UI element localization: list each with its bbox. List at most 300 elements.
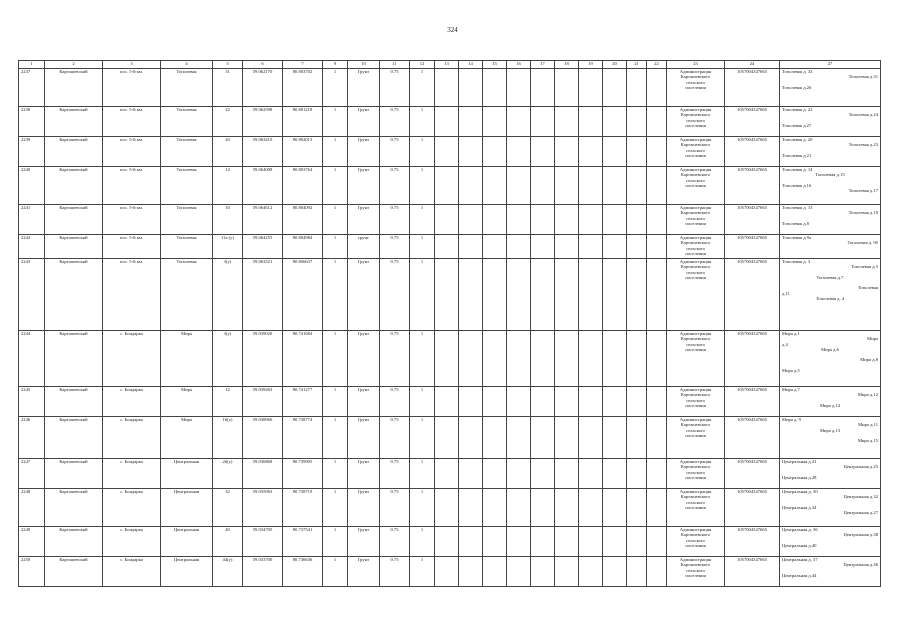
- empty-cell: [627, 459, 647, 489]
- area-cell: 0.75: [380, 331, 410, 387]
- house-cell: 44(у): [213, 557, 243, 587]
- ogrn-cell: 1057004347665: [725, 331, 780, 387]
- empty-cell: [507, 557, 531, 587]
- settlement-cell: пос. 5-й км.: [103, 205, 161, 235]
- empty-cell: [555, 459, 579, 489]
- longitude-cell: 80.738774: [283, 417, 323, 459]
- table-row: [19, 259, 881, 331]
- administration-cell: [667, 205, 725, 235]
- empty-cell: [531, 167, 555, 205]
- street-cell: Тополевая: [161, 137, 213, 167]
- row-number: 2250: [19, 557, 45, 587]
- empty-cell: [603, 205, 627, 235]
- row-number: 2248: [19, 489, 45, 527]
- longitude-cell: 80.736636: [283, 557, 323, 587]
- ogrn-cell: 1057004347665: [725, 417, 780, 459]
- served-address: Мира д.5: [782, 367, 800, 373]
- row-number: 2239: [19, 137, 45, 167]
- served-addresses-cell: [780, 137, 881, 167]
- empty-cell: [531, 417, 555, 459]
- empty-cell: [531, 459, 555, 489]
- area-cell: 0.75: [380, 557, 410, 587]
- served-address: Тополевая д. 33: [782, 69, 813, 74]
- served-address: Центральная д. 37: [782, 557, 818, 562]
- served-address: Центральная д. 36: [782, 527, 818, 532]
- settlement-cell: пос. 5-й км.: [103, 69, 161, 107]
- administration-line: Администрация: [679, 489, 712, 494]
- empty-cell: [579, 527, 603, 557]
- empty-cell: [579, 167, 603, 205]
- empty-cell: [603, 69, 627, 107]
- empty-cell: [555, 557, 579, 587]
- empty-cell: [555, 167, 579, 205]
- latitude-cell: 59.062170: [243, 69, 283, 107]
- street-cell: Мира: [161, 387, 213, 417]
- street-cell: Тополевая: [161, 205, 213, 235]
- street-cell: Центральная: [161, 557, 213, 587]
- administration-line: Карташевского: [680, 494, 711, 500]
- empty-cell: [603, 489, 627, 527]
- served-addresses-cell: [780, 69, 881, 107]
- served-addresses-cell: [780, 557, 881, 587]
- house-cell: 40: [213, 527, 243, 557]
- row-number: 2247: [19, 459, 45, 489]
- house-cell: 11а (у): [213, 235, 243, 259]
- served-address: Тополевая д.10: [848, 210, 878, 216]
- empty-cell: [627, 417, 647, 459]
- administration-line: сельского: [686, 117, 705, 123]
- empty-cell: [647, 331, 667, 387]
- settlement-cell: пос. 5-й км.: [103, 167, 161, 205]
- area-cell: 0.75: [380, 489, 410, 527]
- count-cell: 1: [323, 137, 348, 167]
- administration-line: поселения: [685, 274, 706, 280]
- longitude-cell: 80.804984: [283, 235, 323, 259]
- served-address: Центральная д.34: [782, 504, 817, 510]
- empty-cell: [435, 331, 459, 387]
- administration-line: Карташевского: [680, 240, 711, 246]
- row-number: 2244: [19, 331, 45, 387]
- table-row: [19, 137, 881, 167]
- administration-line: сельского: [686, 567, 705, 573]
- served-address: Тополевая д.16: [782, 182, 812, 188]
- empty-cell: [459, 489, 483, 527]
- empty-cell: [531, 489, 555, 527]
- empty-cell: [435, 387, 459, 417]
- empty-cell: [627, 137, 647, 167]
- ogrn-cell: 1057004347665: [725, 137, 780, 167]
- area-cell: 0.75: [380, 137, 410, 167]
- street-cell: Тополевая: [161, 167, 213, 205]
- street-cell: Тополевая: [161, 107, 213, 137]
- column-number-2: 2: [45, 61, 103, 69]
- served-addresses-cell: [780, 459, 881, 489]
- administration-line: Карташевского: [680, 422, 711, 428]
- ogrn-cell: 1057004347665: [725, 489, 780, 527]
- served-address: Мира д.8: [860, 357, 878, 363]
- served-address: Тополевая д.8: [782, 220, 809, 226]
- administration-cell: [667, 387, 725, 417]
- empty-cell: [555, 235, 579, 259]
- container-count-cell: 1: [410, 387, 435, 417]
- table-row: [19, 557, 881, 587]
- latitude-cell: 59.062598: [243, 107, 283, 137]
- empty-cell: [579, 331, 603, 387]
- served-addresses-cell: [780, 527, 881, 557]
- administration-cell: [667, 557, 725, 587]
- longitude-cell: 80.801218: [283, 107, 323, 137]
- row-number: 2238: [19, 107, 45, 137]
- served-address: Тополевая д.21: [782, 152, 812, 158]
- administration-cell: [667, 167, 725, 205]
- empty-cell: [507, 137, 531, 167]
- empty-cell: [603, 167, 627, 205]
- row-number: 2240: [19, 167, 45, 205]
- column-number-16: 16: [507, 61, 531, 69]
- administration-line: сельского: [686, 341, 705, 347]
- house-cell: 20: [213, 137, 243, 167]
- empty-cell: [603, 235, 627, 259]
- served-address: Тополевая д.23: [848, 142, 878, 148]
- column-number-9: 9: [323, 61, 348, 69]
- container-count-cell: 1: [410, 417, 435, 459]
- served-address: Мира д.6: [821, 346, 839, 352]
- column-number-5: 5: [213, 61, 243, 69]
- served-address: Тополевая д.5: [851, 264, 878, 270]
- empty-cell: [483, 107, 507, 137]
- district-cell: Карташевский: [45, 489, 103, 527]
- empty-cell: [459, 235, 483, 259]
- administration-line: Администрация: [679, 69, 712, 74]
- empty-cell: [531, 235, 555, 259]
- column-number-14: 14: [459, 61, 483, 69]
- empty-cell: [531, 137, 555, 167]
- served-address: Мира д.11: [858, 422, 878, 428]
- ogrn-cell: 1057004347665: [725, 459, 780, 489]
- column-number-17: 17: [531, 61, 555, 69]
- column-number-18: 18: [555, 61, 579, 69]
- district-cell: Карташевский: [45, 235, 103, 259]
- administration-line: поселения: [685, 402, 706, 408]
- ogrn-cell: 1057004347665: [725, 259, 780, 331]
- latitude-cell: 59.035963: [243, 489, 283, 527]
- administration-cell: [667, 331, 725, 387]
- ogrn-cell: 1057004347665: [725, 167, 780, 205]
- empty-cell: [435, 167, 459, 205]
- column-number-6: 6: [243, 61, 283, 69]
- empty-cell: [647, 107, 667, 137]
- administration-line: поселения: [685, 220, 706, 226]
- administration-line: Администрация: [679, 167, 712, 172]
- served-address: Центральная д.40: [782, 542, 817, 548]
- served-address: Центральная д.32: [843, 494, 878, 500]
- served-address: Мира д.14: [819, 402, 841, 408]
- column-number-23: 23: [667, 61, 725, 69]
- settlement-cell: пос. 5-й км.: [103, 137, 161, 167]
- served-address: Мира д.7: [782, 387, 800, 392]
- empty-cell: [507, 331, 531, 387]
- street-cell: Мира: [161, 417, 213, 459]
- empty-cell: [507, 167, 531, 205]
- empty-cell: [507, 527, 531, 557]
- longitude-cell: 80.741684: [283, 331, 323, 387]
- empty-cell: [555, 417, 579, 459]
- empty-cell: [435, 205, 459, 235]
- surface-cell: Грунт: [348, 527, 380, 557]
- district-cell: Карташевский: [45, 167, 103, 205]
- served-address: Центральная д.21: [782, 459, 817, 464]
- empty-cell: [627, 387, 647, 417]
- ogrn-cell: 1057004347665: [725, 387, 780, 417]
- surface-cell: Грунт: [348, 387, 380, 417]
- administration-line: поселения: [685, 84, 706, 90]
- container-count-cell: 1: [410, 137, 435, 167]
- district-cell: Карташевский: [45, 417, 103, 459]
- settlement-cell: с. Бондарка: [103, 557, 161, 587]
- empty-cell: [483, 387, 507, 417]
- administration-line: поселения: [685, 542, 706, 548]
- empty-cell: [459, 167, 483, 205]
- container-count-cell: 1: [410, 235, 435, 259]
- empty-cell: [603, 137, 627, 167]
- administration-line: Карташевского: [680, 562, 711, 568]
- administration-cell: [667, 459, 725, 489]
- table-row: [19, 167, 881, 205]
- row-number: 2237: [19, 69, 45, 107]
- empty-cell: [435, 69, 459, 107]
- longitude-cell: 80.738719: [283, 489, 323, 527]
- table-row: [19, 387, 881, 417]
- row-number: 2242: [19, 235, 45, 259]
- served-addresses-cell: [780, 205, 881, 235]
- empty-cell: [483, 417, 507, 459]
- empty-cell: [507, 489, 531, 527]
- served-address: Центральная д.25: [843, 464, 878, 470]
- row-number: 2245: [19, 387, 45, 417]
- table-row: [19, 331, 881, 387]
- empty-cell: [555, 489, 579, 527]
- administration-line: сельского: [686, 537, 705, 543]
- administration-line: поселения: [685, 182, 706, 188]
- empty-cell: [627, 489, 647, 527]
- row-number: 2243: [19, 259, 45, 331]
- empty-cell: [435, 527, 459, 557]
- column-number-4: 4: [161, 61, 213, 69]
- served-address: Тополевая д.9а: [782, 235, 812, 240]
- served-addresses-cell: [780, 235, 881, 259]
- served-addresses-cell: [780, 259, 881, 331]
- served-addresses-cell: [780, 167, 881, 205]
- count-cell: 1: [323, 167, 348, 205]
- served-address: Мира д.15: [857, 438, 878, 444]
- administration-line: Карташевского: [680, 392, 711, 398]
- longitude-cell: 80.804092: [283, 205, 323, 235]
- administration-line: поселения: [685, 504, 706, 510]
- empty-cell: [483, 167, 507, 205]
- served-address: Центральная д.28: [782, 474, 817, 480]
- administration-line: Карташевского: [680, 464, 711, 470]
- empty-cell: [579, 235, 603, 259]
- empty-cell: [579, 557, 603, 587]
- area-cell: 0.75: [380, 527, 410, 557]
- administration-line: поселения: [685, 572, 706, 578]
- container-count-cell: 1: [410, 107, 435, 137]
- surface-cell: Грунт: [348, 331, 380, 387]
- administration-line: Администрация: [679, 107, 712, 112]
- empty-cell: [507, 259, 531, 331]
- surface-cell: Грунт: [348, 489, 380, 527]
- latitude-cell: 59.033700: [243, 557, 283, 587]
- column-number-row: [19, 61, 881, 69]
- column-number-24: 24: [725, 61, 780, 69]
- served-address: Тополевая д.27: [782, 122, 812, 128]
- empty-cell: [507, 107, 531, 137]
- administration-line: сельского: [686, 269, 705, 275]
- administration-line: сельского: [686, 147, 705, 153]
- administration-line: Администрация: [679, 527, 712, 532]
- count-cell: 1: [323, 527, 348, 557]
- administration-line: Карташевского: [680, 74, 711, 80]
- empty-cell: [555, 259, 579, 331]
- empty-cell: [647, 137, 667, 167]
- empty-cell: [647, 557, 667, 587]
- empty-cell: [483, 331, 507, 387]
- empty-cell: [531, 205, 555, 235]
- administration-line: поселения: [685, 152, 706, 158]
- served-address: Мира д.1: [782, 331, 800, 336]
- house-cell: 14: [213, 167, 243, 205]
- column-number-10: 10: [348, 61, 380, 69]
- container-count-cell: 1: [410, 459, 435, 489]
- empty-cell: [555, 331, 579, 387]
- empty-cell: [531, 259, 555, 331]
- empty-cell: [483, 489, 507, 527]
- empty-cell: [483, 205, 507, 235]
- settlement-cell: с. Бондарка: [103, 459, 161, 489]
- table-row: [19, 459, 881, 489]
- settlement-cell: пос. 5-й км.: [103, 107, 161, 137]
- latitude-cell: 59.063410: [243, 137, 283, 167]
- count-cell: 1: [323, 235, 348, 259]
- street-cell: Центральная: [161, 527, 213, 557]
- administration-line: Карташевского: [680, 336, 711, 342]
- surface-cell: Грунт: [348, 137, 380, 167]
- empty-cell: [435, 557, 459, 587]
- count-cell: 1: [323, 331, 348, 387]
- empty-cell: [435, 137, 459, 167]
- administration-cell: [667, 489, 725, 527]
- administration-cell: [667, 235, 725, 259]
- settlement-cell: пос. 5-й км.: [103, 259, 161, 331]
- administration-line: Администрация: [679, 205, 712, 210]
- administration-cell: [667, 417, 725, 459]
- area-cell: 0.75: [380, 107, 410, 137]
- settlement-cell: с. Бондарка: [103, 417, 161, 459]
- empty-cell: [459, 331, 483, 387]
- served-addresses-cell: [780, 489, 881, 527]
- latitude-cell: 59.063521: [243, 259, 283, 331]
- count-cell: 1: [323, 489, 348, 527]
- row-number: 2249: [19, 527, 45, 557]
- administration-line: Администрация: [679, 387, 712, 392]
- house-cell: 16(у): [213, 417, 243, 459]
- administration-line: сельского: [686, 427, 705, 433]
- empty-cell: [507, 69, 531, 107]
- latitude-cell: 59.038966: [243, 417, 283, 459]
- administration-cell: [667, 259, 725, 331]
- ogrn-cell: 1057004347665: [725, 205, 780, 235]
- served-addresses-cell: [780, 107, 881, 137]
- empty-cell: [603, 417, 627, 459]
- column-number-22: 22: [647, 61, 667, 69]
- register-table: [18, 60, 881, 587]
- column-number-19: 19: [579, 61, 603, 69]
- column-number-15: 15: [483, 61, 507, 69]
- area-cell: 0.75: [380, 459, 410, 489]
- count-cell: 1: [323, 107, 348, 137]
- empty-cell: [579, 259, 603, 331]
- area-cell: 0.75: [380, 205, 410, 235]
- empty-cell: [531, 107, 555, 137]
- empty-cell: [647, 417, 667, 459]
- served-address: Тополевая: [857, 285, 878, 291]
- latitude-cell: 59.039020: [243, 331, 283, 387]
- longitude-cell: 80.803702: [283, 69, 323, 107]
- settlement-cell: с. Бондарка: [103, 331, 161, 387]
- empty-cell: [459, 417, 483, 459]
- empty-cell: [647, 167, 667, 205]
- empty-cell: [507, 387, 531, 417]
- surface-cell: Грунт: [348, 69, 380, 107]
- administration-line: Карташевского: [680, 210, 711, 216]
- district-cell: Карташевский: [45, 107, 103, 137]
- container-count-cell: 1: [410, 557, 435, 587]
- column-number-12: 12: [410, 61, 435, 69]
- longitude-cell: 80.806637: [283, 259, 323, 331]
- empty-cell: [579, 137, 603, 167]
- served-address: Тополевая д. 20: [782, 137, 813, 142]
- empty-cell: [435, 417, 459, 459]
- served-address: Мира д.13: [819, 427, 841, 433]
- area-cell: 0.75: [380, 235, 410, 259]
- empty-cell: [483, 235, 507, 259]
- empty-cell: [507, 417, 531, 459]
- column-number-11: 11: [380, 61, 410, 69]
- administration-line: Карташевского: [680, 172, 711, 178]
- container-count-cell: 1: [410, 167, 435, 205]
- administration-cell: [667, 107, 725, 137]
- street-cell: Мира: [161, 331, 213, 387]
- surface-cell: Грунт: [348, 205, 380, 235]
- empty-cell: [483, 69, 507, 107]
- empty-cell: [647, 205, 667, 235]
- served-address: Тополевая д. 4: [815, 295, 845, 301]
- surface-cell: Грунт: [348, 557, 380, 587]
- district-cell: Карташевский: [45, 459, 103, 489]
- container-count-cell: 1: [410, 259, 435, 331]
- house-cell: 31: [213, 69, 243, 107]
- count-cell: 1: [323, 205, 348, 235]
- served-address: Тополевая д.26: [782, 84, 812, 90]
- empty-cell: [579, 459, 603, 489]
- served-address: Мира д. 9: [782, 417, 801, 422]
- ogrn-cell: 1057004347665: [725, 235, 780, 259]
- district-cell: Карташевский: [45, 557, 103, 587]
- empty-cell: [435, 459, 459, 489]
- administration-cell: [667, 137, 725, 167]
- empty-cell: [579, 417, 603, 459]
- served-address: Тополевая д.15: [815, 172, 845, 178]
